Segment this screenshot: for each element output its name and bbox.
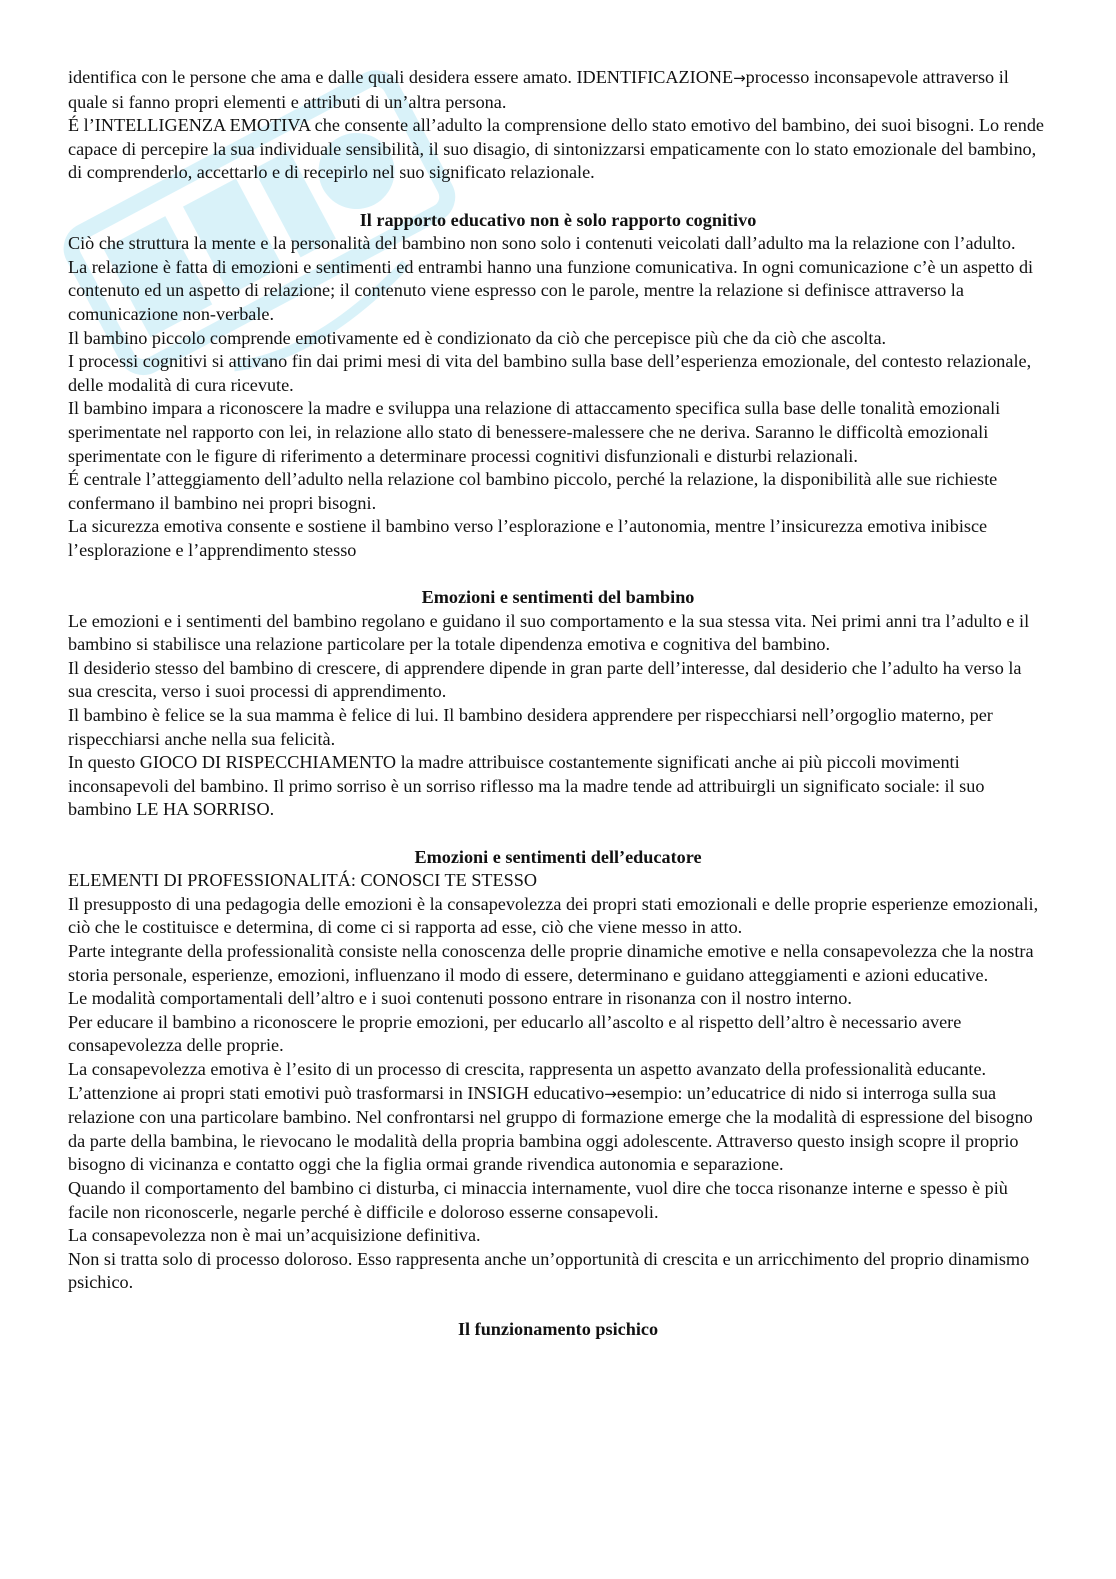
paragraph: Il desiderio stesso del bambino di crescere, di apprendere dipende in gran parte dell’interesse, dal desiderio che l’adulto ha verso la sua crescita, verso i suoi processi di apprendimento. [68, 657, 1022, 702]
section-heading: Emozioni e sentimenti del bambino [421, 587, 695, 608]
paragraph: Il bambino impara a riconoscere la madre e sviluppa una relazione di attaccamento specifica sulla base delle tonalità emozionali sperimentate nel rapporto con lei, in relazione allo stato di benessere-malessere che ne deriva. Saranno le difficoltà emozionali sperimentate con le figure di riferimento a determinare processi cognitivi disfunzionali e disturbi relazionali. [68, 398, 1001, 466]
paragraph: Ciò che struttura la mente e la personalità del bambino non sono solo i contenuti veicolati dall’adulto ma la relazione con l’adulto. [68, 233, 1016, 254]
paragraph: La consapevolezza non è mai un’acquisizione definitiva. [68, 1225, 481, 1246]
paragraph: Il bambino piccolo comprende emotivamente ed è condizionato da ciò che percepisce più che da ciò che ascolta. [68, 327, 887, 348]
section-heading: Il funzionamento psichico [457, 1319, 659, 1340]
section-spacer [68, 185, 1048, 209]
section-heading: Emozioni e sentimenti dell’educatore [414, 846, 702, 867]
paragraph: Per educare il bambino a riconoscere le proprie emozioni, per educarlo all’ascolto e al rispetto dell’altro è necessario avere consapevolezza delle proprie. [68, 1011, 962, 1056]
paragraph: Le emozioni e i sentimenti del bambino regolano e guidano il suo comportamento e la sua stessa vita. Nei primi anni tra l’adulto e il bambino si stabilisce una relazione particolare per la totale dipendenza emotiva e cognitiva del bambino. [68, 610, 1030, 655]
section-heading: Il rapporto educativo non è solo rapporto cognitivo [359, 209, 757, 230]
paragraph-text: L’attenzione ai propri stati emotivi può trasformarsi in INSIGH educativo [68, 1082, 605, 1103]
paragraph: La consapevolezza emotiva è l’esito di un processo di crescita, rappresenta un aspetto avanzato della professionalità educante. [68, 1058, 987, 1079]
paragraph [68, 66, 1048, 114]
paragraph-text: esempio: un’educatrice di nido si interroga sulla sua relazione con una particolare bambino. Nel confrontarsi nel gruppo di formazione emerge che la modalità di espressione del bisogno da parte della bambina, le rievocano le modalità della propria bambina oggi adolescente. Attraverso questo insigh scopre il proprio bisogno di vicinanza e contatto oggi che la figlia ormai grande rivendica autonomia e separazione. [68, 1082, 1033, 1175]
arrow-right-icon: → [733, 69, 746, 87]
section-spacer [68, 562, 1048, 586]
section-spacer [68, 1295, 1048, 1319]
paragraph: Le modalità comportamentali dell’altro e i suoi contenuti possono entrare in risonanza con il nostro interno. [68, 988, 852, 1009]
paragraph: La sicurezza emotiva consente e sostiene il bambino verso l’esplorazione e l’autonomia, mentre l’insicurezza emotiva inibisce l’esplorazione e l’apprendimento stesso [68, 516, 988, 560]
paragraph-text: processo inconsapevole attraverso il quale si fanno propri elementi e attributi di un’altra persona. [68, 67, 1009, 112]
paragraph: I processi cognitivi si attivano fin dai primi mesi di vita del bambino sulla base dell’esperienza emozionale, del contesto relazionale, delle modalità di cura ricevute. [68, 351, 1032, 395]
paragraph-text: identifica con le persone che ama e dalle quali desidera essere amato. IDENTIFICAZIONE [68, 67, 734, 87]
paragraph: Non si tratta solo di processo doloroso. Esso rappresenta anche un’opportunità di crescita e un arricchimento del proprio dinamismo psichico. [68, 1248, 1030, 1293]
paragraph: Il bambino è felice se la sua mamma è felice di lui. Il bambino desidera apprendere per rispecchiarsi nell’orgoglio materno, per rispecchiarsi anche nella sua felicità. [68, 705, 993, 749]
paragraph: Quando il comportamento del bambino ci disturba, ci minaccia internamente, vuol dire che tocca risonanze interne e spesso è più facile non riconoscerle, negarle perché è difficile e doloroso esserne consapevoli. [68, 1177, 1008, 1222]
paragraph: In questo GIOCO DI RISPECCHIAMENTO la madre attribuisce costantemente significati anche ai più piccoli movimenti inconsapevoli del bambino. Il primo sorriso è un sorriso riflesso ma la madre tende ad attribuirgli un significato sociale: il suo bambino LE HA SORRISO. [68, 752, 985, 820]
paragraph: Il presupposto di una pedagogia delle emozioni è la consapevolezza dei propri stati emozionali e delle proprie esperienze emozionali, ciò che le costituisce e determina, di come ci si rapporta ad esse, ciò che viene messo in atto. [68, 893, 1039, 938]
paragraph: Parte integrante della professionalità consiste nella conoscenza delle proprie dinamiche emotive e nella consapevolezza che la nostra storia personale, esperienze, emozioni, influenzano il modo di essere, determinano e guidano atteggiamenti e azioni educative. [68, 940, 1034, 985]
paragraph: ELEMENTI DI PROFESSIONALITÁ: CONOSCI TE STESSO [68, 870, 538, 891]
paragraph: É centrale l’atteggiamento dell’adulto nella relazione col bambino piccolo, perché la relazione, la disponibilità alle sue richieste confermano il bambino nei propri bisogni. [68, 469, 998, 513]
paragraph: La relazione è fatta di emozioni e sentimenti ed entrambi hanno una funzione comunicativa. In ogni comunicazione c’è un aspetto di contenuto ed un aspetto di relazione; il contenuto viene espresso con le parole, mentre la relazione si definisce attraverso la comunicazione non-verbale. [68, 256, 1034, 324]
arrow-right-icon: → [604, 1084, 617, 1103]
paragraph: É l’INTELLIGENZA EMOTIVA che consente all’adulto la comprensione dello stato emotivo del bambino, dei suoi bisogni. Lo rende capace di percepire la sua individuale sensibilità, il suo disagio, di sintonizzarsi empaticamente con lo stato emozionale del bambino, di comprenderlo, accettarlo e di recepirlo nel suo significato relazionale. [68, 115, 1045, 183]
paragraph [68, 1082, 1048, 1177]
document-body [68, 66, 1048, 1342]
section-spacer [68, 822, 1048, 846]
